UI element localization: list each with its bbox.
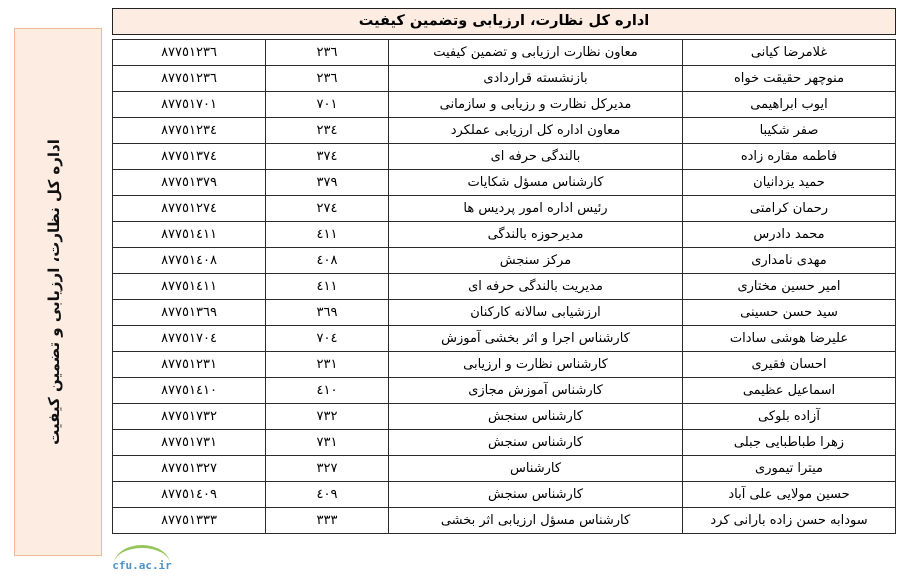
cell-extension: ٧٠١ <box>266 92 389 118</box>
cell-position: بالندگی حرفه ای <box>389 144 683 170</box>
cell-extension: ٢٣١ <box>266 352 389 378</box>
watermark-text: cfu.ac.ir <box>112 558 172 572</box>
table-row <box>113 196 896 222</box>
cell-phone: ٨٧٧٥١٢٣٤ <box>113 118 266 144</box>
table-row <box>113 274 896 300</box>
cell-phone: ٨٧٧٥١٧٣٢ <box>113 404 266 430</box>
cell-name: علیرضا هوشی سادات <box>683 326 896 352</box>
cell-phone: ٨٧٧٥١٣٦٩ <box>113 300 266 326</box>
cell-extension: ٣٣٣ <box>266 508 389 534</box>
table-body <box>113 40 896 534</box>
cell-name: غلامرضا کیانی <box>683 40 896 66</box>
cell-name: منوچهر حقیقت خواه <box>683 66 896 92</box>
cell-extension: ٤١١ <box>266 274 389 300</box>
cell-phone: ٨٧٧٥١٣٧٤ <box>113 144 266 170</box>
cell-phone: ٨٧٧٥١٢٣٦ <box>113 66 266 92</box>
cell-phone: ٨٧٧٥١٣٢٧ <box>113 456 266 482</box>
cell-position: بازنشسته قراردادی <box>389 66 683 92</box>
document-content <box>108 0 900 584</box>
table-row <box>113 378 896 404</box>
cell-position: کارشناس مسؤل شکایات <box>389 170 683 196</box>
cell-phone: ٨٧٧٥١٧٣١ <box>113 430 266 456</box>
table-row <box>113 92 896 118</box>
cell-phone: ٨٧٧٥١٤١١ <box>113 222 266 248</box>
cell-phone: ٨٧٧٥١٣٣٣ <box>113 508 266 534</box>
table-row <box>113 300 896 326</box>
side-panel-title: اداره کل نظارت، ارزیابی و تضمین کیفیت <box>45 139 63 445</box>
cell-phone: ٨٧٧٥١٢٧٤ <box>113 196 266 222</box>
cell-name: حمید یزدانیان <box>683 170 896 196</box>
table-row <box>113 66 896 92</box>
table-row <box>113 248 896 274</box>
cell-name: سودابه حسن زاده بارانی کرد <box>683 508 896 534</box>
cell-extension: ٤١٠ <box>266 378 389 404</box>
page-title: اداره کل نظارت، ارزیابی وتضمین کیفیت <box>112 8 896 35</box>
cell-name: صفر شکیبا <box>683 118 896 144</box>
cell-phone: ٨٧٧٥١٧٠١ <box>113 92 266 118</box>
table-row <box>113 40 896 66</box>
staff-directory-table <box>112 39 896 534</box>
cell-name: احسان فقیری <box>683 352 896 378</box>
cell-phone: ٨٧٧٥١٤٠٩ <box>113 482 266 508</box>
cell-extension: ٤٠٩ <box>266 482 389 508</box>
cell-position: ارزشیابی سالانه کارکنان <box>389 300 683 326</box>
table-row <box>113 170 896 196</box>
cell-position: مدیرحوزه بالندگی <box>389 222 683 248</box>
cell-extension: ٢٣٤ <box>266 118 389 144</box>
cell-position: معاون اداره کل ارزیابی عملکرد <box>389 118 683 144</box>
cell-phone: ٨٧٧٥١٢٣١ <box>113 352 266 378</box>
cell-position: مدیریت بالندگی حرفه ای <box>389 274 683 300</box>
cell-name: مهدی نامداری <box>683 248 896 274</box>
cell-name: فاطمه مقاره زاده <box>683 144 896 170</box>
cell-name: سید حسن حسینی <box>683 300 896 326</box>
cell-extension: ٣٢٧ <box>266 456 389 482</box>
table-row <box>113 456 896 482</box>
cell-name: آزاده بلوکی <box>683 404 896 430</box>
table-row <box>113 326 896 352</box>
table-row <box>113 508 896 534</box>
cell-phone: ٨٧٧٥١٢٣٦ <box>113 40 266 66</box>
cell-extension: ٧٣١ <box>266 430 389 456</box>
cell-name: میترا تیموری <box>683 456 896 482</box>
cell-position: کارشناس سنجش <box>389 430 683 456</box>
cell-position: رئیس اداره امور پردیس ها <box>389 196 683 222</box>
table-row <box>113 144 896 170</box>
cell-position: کارشناس آموزش مجازی <box>389 378 683 404</box>
cell-name: رحمان کرامتی <box>683 196 896 222</box>
cell-position: معاون نظارت ارزیابی و تضمین کیفیت <box>389 40 683 66</box>
cell-position: مرکز سنجش <box>389 248 683 274</box>
cell-extension: ٢٣٦ <box>266 66 389 92</box>
cell-phone: ٨٧٧٥١٤٠٨ <box>113 248 266 274</box>
cell-position: کارشناس سنجش <box>389 404 683 430</box>
site-watermark <box>112 548 172 582</box>
cell-name: حسین مولایی علی آباد <box>683 482 896 508</box>
swoosh-icon <box>114 545 170 564</box>
cell-phone: ٨٧٧٥١٤١١ <box>113 274 266 300</box>
cell-extension: ٢٧٤ <box>266 196 389 222</box>
cell-name: امیر حسین مختاری <box>683 274 896 300</box>
cell-position: کارشناس سنجش <box>389 482 683 508</box>
cell-extension: ٤١١ <box>266 222 389 248</box>
cell-name: محمد دادرس <box>683 222 896 248</box>
cell-phone: ٨٧٧٥١٧٠٤ <box>113 326 266 352</box>
cell-name: زهرا طباطبایی جبلی <box>683 430 896 456</box>
cell-extension: ٣٧٩ <box>266 170 389 196</box>
table-row <box>113 352 896 378</box>
table-row <box>113 118 896 144</box>
table-row <box>113 222 896 248</box>
cell-position: کارشناس <box>389 456 683 482</box>
cell-position: کارشناس نظارت و ارزیابی <box>389 352 683 378</box>
cell-name: اسماعیل عظیمی <box>683 378 896 404</box>
cell-position: مدیرکل نظارت و رزیابی و سازمانی <box>389 92 683 118</box>
cell-position: کارشناس اجرا و اثر بخشی آموزش <box>389 326 683 352</box>
table-row <box>113 482 896 508</box>
cell-name: ایوب ابراهیمی <box>683 92 896 118</box>
table-row <box>113 404 896 430</box>
cell-phone: ٨٧٧٥١٤١٠ <box>113 378 266 404</box>
cell-extension: ٣٦٩ <box>266 300 389 326</box>
cell-phone: ٨٧٧٥١٣٧٩ <box>113 170 266 196</box>
cell-extension: ٣٧٤ <box>266 144 389 170</box>
cell-extension: ٧٣٢ <box>266 404 389 430</box>
cell-extension: ٧٠٤ <box>266 326 389 352</box>
table-row <box>113 430 896 456</box>
cell-extension: ٢٣٦ <box>266 40 389 66</box>
cell-extension: ٤٠٨ <box>266 248 389 274</box>
side-panel <box>0 0 108 584</box>
cell-position: کارشناس مسؤل ارزیابی اثر بخشی <box>389 508 683 534</box>
